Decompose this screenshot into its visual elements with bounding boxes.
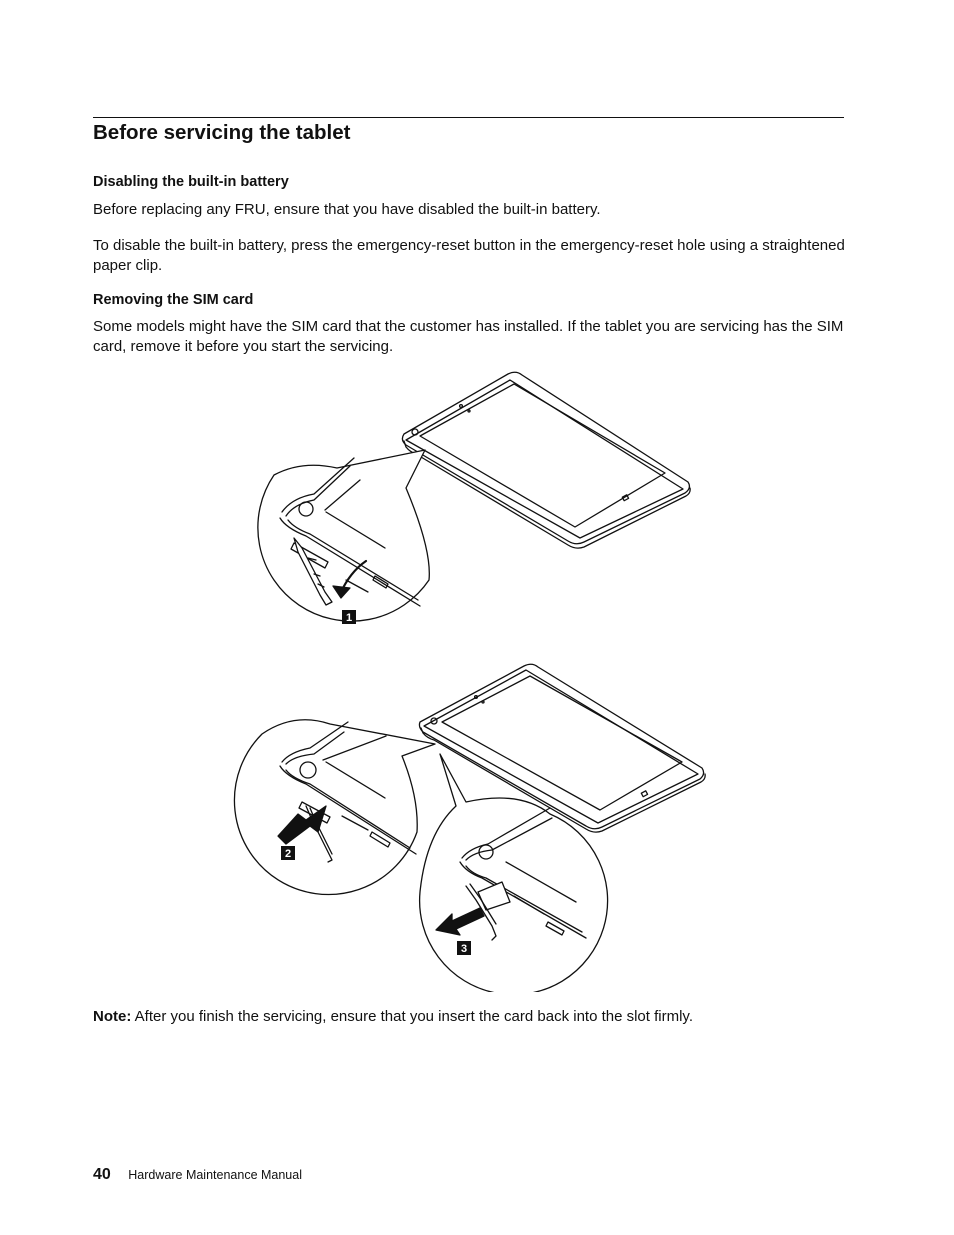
page-footer: [93, 1166, 302, 1184]
sim-paragraph-1: Some models might have the SIM card that the customer has installed. If the tablet you are servicing has the SIM card, remove it before you start the servicing.: [93, 318, 844, 355]
zoom-circle-step-2: [234, 720, 435, 895]
step-label-1: [342, 610, 356, 624]
note-label: Note:: [93, 1008, 132, 1025]
section-title: Before servicing the tablet: [93, 121, 351, 144]
step-label-2: [281, 846, 295, 860]
battery-paragraph-1: Before replacing any FRU, ensure that you have disabled the built-in battery.: [93, 201, 601, 218]
zoom-circle-step-1: [258, 450, 429, 621]
section-rule: [93, 117, 844, 118]
sim-removal-illustration: [230, 362, 720, 992]
subsection-heading-battery: Disabling the built-in battery: [93, 174, 289, 190]
note-text: After you finish the servicing, ensure that you insert the card back into the slot firmly.: [134, 1008, 693, 1025]
manual-title: Hardware Maintenance Manual: [128, 1168, 302, 1182]
svg-text:2: 2: [284, 848, 292, 860]
svg-text:3: 3: [460, 943, 468, 955]
note-paragraph: [93, 1007, 853, 1027]
svg-text:1: 1: [345, 612, 353, 624]
step-label-3: [457, 941, 471, 955]
tablet-top-drawing: [402, 372, 690, 548]
battery-paragraph-2: To disable the built-in battery, press the emergency-reset button in the emergency-reset hole using a straightened paper clip.: [93, 237, 845, 274]
subsection-heading-sim: Removing the SIM card: [93, 292, 254, 308]
page-number: 40: [93, 1166, 111, 1183]
